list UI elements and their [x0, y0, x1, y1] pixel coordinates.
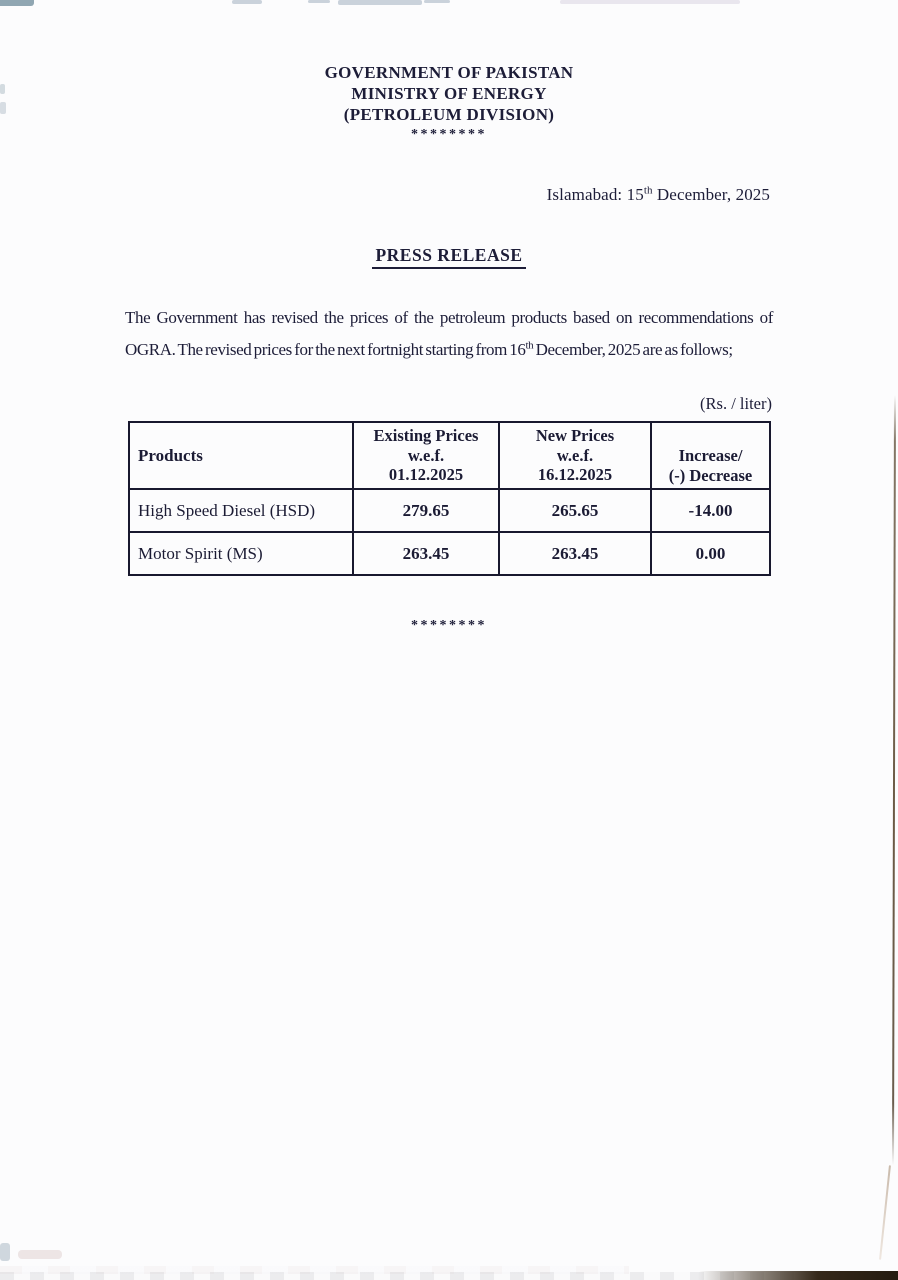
table-header-row: [129, 422, 770, 489]
scan-mark-top-left: [0, 0, 34, 6]
column-header-existing-prices: [353, 422, 499, 489]
new-prices-line2: w.e.f.: [556, 445, 594, 465]
product-name: High Speed Diesel (HSD): [129, 489, 353, 532]
existing-price-value: 279.65: [353, 489, 499, 532]
dateline-suffix: December, 2025: [652, 185, 770, 204]
body-paragraph: [125, 302, 773, 365]
letterhead: [0, 62, 898, 143]
scan-edge-line-tail: [879, 1165, 891, 1260]
table-row: [129, 489, 770, 532]
unit-note: (Rs. / liter): [700, 394, 772, 413]
prices-table: [128, 421, 771, 576]
document-title: [0, 245, 898, 269]
dateline: [547, 185, 770, 205]
change-line2: (-) Decrease: [668, 465, 753, 485]
new-prices-line1: New Prices: [535, 426, 615, 446]
scan-mark-top-edge: [424, 0, 450, 3]
body-text-part1: The Government has revised the prices of the petroleum products based on recommendations of OGRA. The revised prices for the next fortnight starting from 16: [125, 308, 773, 359]
scan-noise-bottom: [0, 1272, 898, 1280]
letterhead-line-ministry: MINISTRY OF ENERGY: [351, 84, 547, 103]
existing-prices-line1: Existing Prices: [373, 426, 479, 446]
scan-band-bottom-right: [698, 1271, 898, 1280]
new-price-value: 263.45: [499, 532, 651, 575]
scan-mark-top-edge: [560, 0, 740, 4]
existing-price-value: 263.45: [353, 532, 499, 575]
letterhead-line-division: (PETROLEUM DIVISION): [343, 105, 555, 124]
dateline-ordinal: th: [643, 184, 653, 197]
change-value: -14.00: [651, 489, 770, 532]
column-header-products: Products: [129, 422, 353, 489]
existing-prices-line2: w.e.f.: [407, 445, 445, 465]
change-line1: Increase/: [678, 446, 743, 465]
change-value: 0.00: [651, 532, 770, 575]
existing-prices-line3: 01.12.2025: [388, 465, 464, 485]
new-prices-line3: 16.12.2025: [537, 465, 613, 485]
letterhead-line-government: GOVERNMENT OF PAKISTAN: [324, 63, 574, 82]
scan-edge-line-right: [892, 395, 896, 1165]
document-title-text: PRESS RELEASE: [372, 245, 525, 269]
scan-speck-bottom-left: [0, 1243, 10, 1261]
closing-stars: ********: [411, 618, 487, 633]
body-text-part2: December, 2025 are as follows;: [533, 339, 733, 359]
scan-mark-top-edge: [338, 0, 422, 5]
scan-mark-top-edge: [232, 0, 262, 4]
body-ordinal: th: [525, 338, 534, 351]
scan-noise-bottom: [0, 1266, 629, 1274]
column-header-new-prices: [499, 422, 651, 489]
table-row: [129, 532, 770, 575]
scan-speck-bottom-left: [18, 1250, 62, 1259]
letterhead-separator-stars: ********: [411, 127, 487, 142]
column-header-change: [651, 422, 770, 489]
scan-mark-top-edge: [308, 0, 330, 3]
product-name: Motor Spirit (MS): [129, 532, 353, 575]
new-price-value: 265.65: [499, 489, 651, 532]
dateline-prefix: Islamabad: 15: [546, 185, 644, 204]
